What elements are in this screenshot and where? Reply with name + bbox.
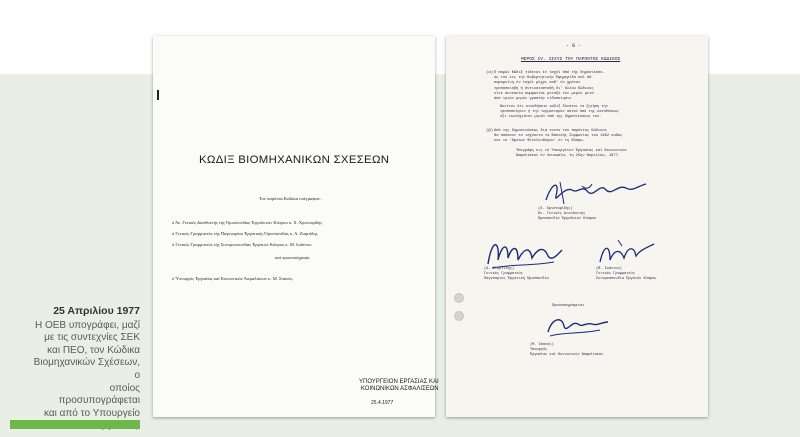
text-line: Παγκύπριος Έργατική Όμοσπονδία <box>484 276 549 281</box>
document-date: 25.4.1977 <box>371 400 394 406</box>
document-cover-page <box>153 36 439 417</box>
accent-bar <box>10 420 140 429</box>
text-line: Άν. Γενικός Διευθυντής <box>538 211 586 216</box>
text-line: Από της δημοσιεύσεως δια τουτο του παρόντος Κώδικος <box>494 129 607 133</box>
paragraph-a <box>494 71 605 102</box>
ministry-line: ΚΟΙΝΩΝΙΚΩΝ ΑΣΦΑΛΙΣΕΩΝ <box>360 386 439 392</box>
text-line: Όμοσπονδία Έργοδοτών Κύπρου <box>538 216 597 221</box>
paragraph-marker: (β) <box>486 129 494 133</box>
caption-line: Βιομηχανικών Σχέσεων, ο <box>33 357 140 381</box>
text-line: Συνομοσπονδία Έργατών Κύπρου <box>596 276 657 281</box>
document-signature-page <box>446 36 708 417</box>
signatory-line: ό Γενικός Γραμματεύς τής Παγκυπρίου Έργατικής Όμοσπονδίας κ. Α. Ζιαρτίδης <box>172 231 318 236</box>
signatory-line: ό Γενικός Γραμματεύς τής Συνομοσπονδίας Έργατών Κύπρου κ. Μ. Ιωάννου <box>172 242 312 247</box>
countersign-label: καί προσυπέγραψε <box>275 255 310 260</box>
handwritten-signature <box>542 176 652 208</box>
handwritten-signature <box>596 236 658 270</box>
caption-date: 25 Απριλίου 1977 <box>53 305 140 317</box>
signing-statement <box>516 149 627 159</box>
text-line: Ό παρών Κῶδιξ τίθεται έν ίσχύϊ άπό τής δημοσιεύσε- <box>494 71 605 75</box>
signature-block-1 <box>538 207 596 221</box>
page-number: - 8 - <box>566 43 582 49</box>
punch-hole <box>454 311 464 321</box>
text-line: Ύπεγράφη εις τό Ύπουργείον Έργασίας καί Κοινωνικών <box>516 149 627 153</box>
signature-block-4 <box>530 343 603 357</box>
text-line: Νοείται ότι οιοσδήποτε κώδιξ δύναται να ζητήση την <box>500 105 608 109</box>
paragraph-b <box>494 129 622 145</box>
text-line: (Α. Ζιαρτίδης) <box>484 267 515 271</box>
text-line: Γενικός Γραμματεύς <box>596 271 635 276</box>
handwritten-signature <box>542 312 612 342</box>
text-line: Ύπουργός <box>530 347 548 352</box>
text-line: έξι τουλάχιστον μηνών άπό της δημοσιεύσεως του. <box>500 114 602 119</box>
countersigner-line: ό Ύπουργός Έργασίας καί Κοινωνικών Άσφαλίσεων κ. Μ. Σπανός. <box>172 276 294 281</box>
signature-block-3 <box>596 267 656 281</box>
text-line: και το 'Ωραίων Φιλελευθέρων' εν τη Κύπρω. <box>494 139 585 144</box>
text-line: Γενικός Γραμματεύς <box>484 271 523 276</box>
paragraph-marker: (α) <box>486 71 494 75</box>
section-heading: ΜΕΡΟΣ IV. ΙΣΧΥΣ ΤΟΥ ΠΑΡΟΝΤΟΣ ΚΩΔΙΚΟΣ <box>521 57 621 62</box>
ministry-name <box>359 379 439 393</box>
text-line: (Μ. Σπανός) <box>530 343 554 347</box>
text-line: παραμείνη έν ίσχύϊ μέχρι καθ' όν χρόνον <box>494 81 581 86</box>
text-line: θα παύσουν τα ισχύοντα τα Βασικής Συμφωνίας του 1962 καθώς <box>494 134 623 139</box>
signatories-intro: Τον παρόντα Κώδικα υπέγραψαν : <box>259 196 323 201</box>
caption-line: και ΠΕΟ, τον Κώδικα <box>47 344 140 356</box>
text-line: ώς του εις την Κυβερνητικήν Έφημερίδα καί θά <box>494 76 592 81</box>
paragraph-a-proviso <box>500 105 619 119</box>
binding-mark <box>157 90 159 100</box>
text-line: τροποποίησιν ή την τερματισμόν αύτού άπό της καταθέσεως <box>500 109 619 114</box>
ministry-line: ΥΠΟΥΡΓΕΙΟΝ ΕΡΓΑΣΙΑΣ ΚΑΙ <box>359 379 439 385</box>
caption-line: με τις συντεχνίες ΣΕΚ <box>44 332 140 344</box>
caption-line: οποίος προσυπογράφεται <box>58 382 140 407</box>
document-title: ΚΩΔΙΞ ΒΙΟΜΗΧΑΝΙΚΩΝ ΣΧΕΣΕΩΝ <box>199 154 390 166</box>
text-line: άπό τριών μηνών γραπτήν είδοποίησιν <box>494 97 572 102</box>
countersigned-label: Προσυπογράφεται <box>552 304 585 308</box>
photo-caption <box>30 305 140 433</box>
text-line: τροποποιηθή ή άντικατασταθή δι' άλλου Κώδικος <box>494 86 594 91</box>
punch-hole <box>454 293 464 303</box>
caption-line: Η ΟΕΒ υπογράφει, μαζί <box>34 319 140 331</box>
signatory-line: ό Άν. Γενικός Διευθυντής τής Όμοσπονδίας Έργοδοτών Κύπρου κ. Χ. Χριστοφίδης <box>172 220 323 225</box>
text-line: (Μ. Ιωάννου) <box>596 267 622 271</box>
text-line: είτε συνεπεία συμφωνίας μεταξύ τών μερών μετά <box>494 91 594 96</box>
caption-line: και από το Υπουργείο <box>43 407 140 419</box>
text-line: Έργασίας καί Κοινωνικών Άσφαλίσεων <box>530 352 604 357</box>
text-line: (Χ. Χριστοφίδης) <box>538 207 573 211</box>
text-line: Άσφαλίσεων έν Λευκωσία, τη 25ην Άπριλίου, 1977. <box>516 154 621 159</box>
signature-block-2 <box>484 267 549 281</box>
